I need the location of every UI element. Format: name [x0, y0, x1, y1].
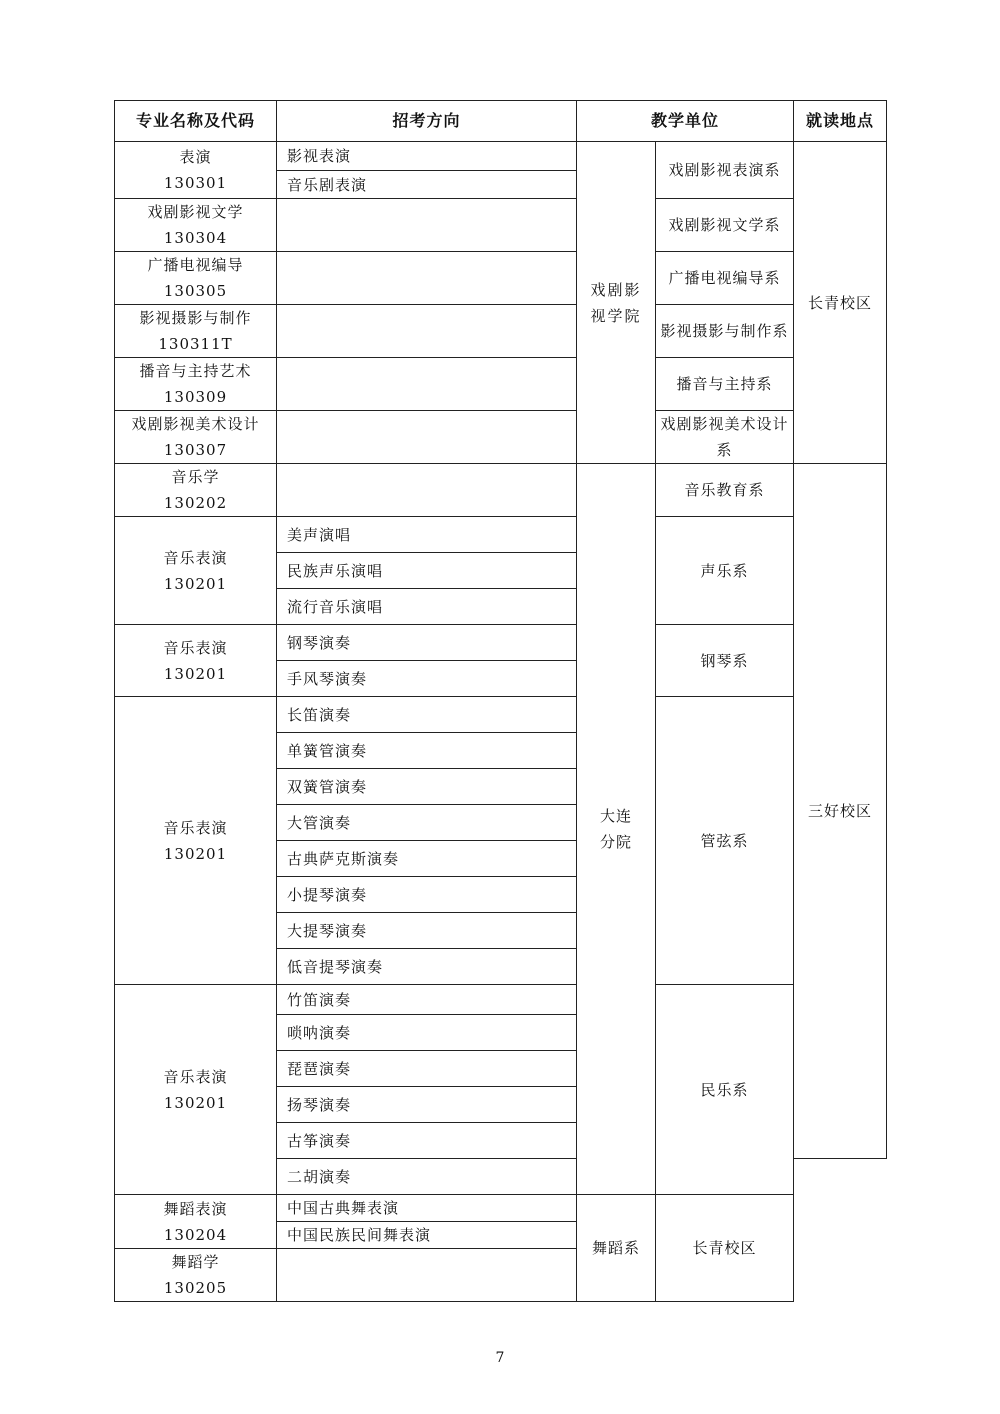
major-cell: 舞蹈表演 130204: [115, 1195, 277, 1249]
header-major: 专业名称及代码: [115, 101, 277, 142]
unit-cell: 大连分院: [577, 464, 656, 1195]
dept-cell: 戏剧影视文学系: [656, 199, 794, 252]
dept-cell: 戏剧影视表演系: [656, 142, 794, 199]
major-cell: 音乐学 130202: [115, 464, 277, 517]
dept-cell: 播音与主持系: [656, 358, 794, 411]
page-number: 7: [495, 1350, 505, 1366]
direction-cell: 美声演唱: [277, 517, 577, 553]
major-cell: 播音与主持艺术 130309: [115, 358, 277, 411]
major-cell: 音乐表演 130201: [115, 985, 277, 1195]
direction-cell: 中国古典舞表演: [277, 1195, 577, 1222]
dept-cell: 民乐系: [656, 985, 794, 1195]
direction-cell: 唢呐演奏: [277, 1015, 577, 1051]
major-cell: 表演 130301: [115, 142, 277, 199]
header-unit: 教学单位: [577, 101, 794, 142]
header-campus: 就读地点: [794, 101, 887, 142]
direction-cell: 大管演奏: [277, 805, 577, 841]
major-cell: 戏剧影视美术设计 130307: [115, 411, 277, 464]
enrollment-table: [114, 100, 887, 1302]
direction-cell: 琵琶演奏: [277, 1051, 577, 1087]
header-direction: 招考方向: [277, 101, 577, 142]
direction-cell-empty: [277, 358, 577, 411]
dept-cell: 音乐教育系: [656, 464, 794, 517]
direction-cell: 单簧管演奏: [277, 733, 577, 769]
direction-cell-empty: [277, 1249, 577, 1302]
major-cell: 广播电视编导 130305: [115, 252, 277, 305]
direction-cell: 钢琴演奏: [277, 625, 577, 661]
dept-cell: 管弦系: [656, 697, 794, 985]
major-cell: 音乐表演 130201: [115, 517, 277, 625]
direction-cell: 手风琴演奏: [277, 661, 577, 697]
campus-cell: 长青校区: [794, 142, 887, 464]
direction-cell: 低音提琴演奏: [277, 949, 577, 985]
unit-cell: 戏剧影视学院: [577, 142, 656, 464]
dept-cell: 舞蹈系: [577, 1195, 656, 1302]
direction-cell-empty: [277, 199, 577, 252]
direction-cell: 流行音乐演唱: [277, 589, 577, 625]
major-cell: 舞蹈学 130205: [115, 1249, 277, 1302]
direction-cell: 长笛演奏: [277, 697, 577, 733]
header-row: [115, 101, 887, 142]
campus-cell: 三好校区: [794, 464, 887, 1159]
direction-cell: 古典萨克斯演奏: [277, 841, 577, 877]
direction-cell: 影视表演: [277, 142, 577, 171]
campus-cell: 长青校区: [656, 1195, 794, 1302]
dept-cell: 钢琴系: [656, 625, 794, 697]
direction-cell-empty: [277, 305, 577, 358]
direction-cell: 音乐剧表演: [277, 171, 577, 199]
direction-cell: 双簧管演奏: [277, 769, 577, 805]
major-cell: 音乐表演 130201: [115, 625, 277, 697]
direction-cell-empty: [277, 464, 577, 517]
direction-cell-empty: [277, 252, 577, 305]
direction-cell: 古筝演奏: [277, 1123, 577, 1159]
major-cell: 音乐表演 130201: [115, 697, 277, 985]
direction-cell: 竹笛演奏: [277, 985, 577, 1015]
direction-cell: 大提琴演奏: [277, 913, 577, 949]
direction-cell: 二胡演奏: [277, 1159, 577, 1195]
dept-cell: 声乐系: [656, 517, 794, 625]
direction-cell-empty: [277, 411, 577, 464]
major-cell: 影视摄影与制作 130311T: [115, 305, 277, 358]
direction-cell: 小提琴演奏: [277, 877, 577, 913]
direction-cell: 民族声乐演唱: [277, 553, 577, 589]
major-cell: 戏剧影视文学 130304: [115, 199, 277, 252]
dept-cell: 戏剧影视美术设计系: [656, 411, 794, 464]
dept-cell: 广播电视编导系: [656, 252, 794, 305]
direction-cell: 中国民族民间舞表演: [277, 1222, 577, 1249]
direction-cell: 扬琴演奏: [277, 1087, 577, 1123]
dept-cell: 影视摄影与制作系: [656, 305, 794, 358]
